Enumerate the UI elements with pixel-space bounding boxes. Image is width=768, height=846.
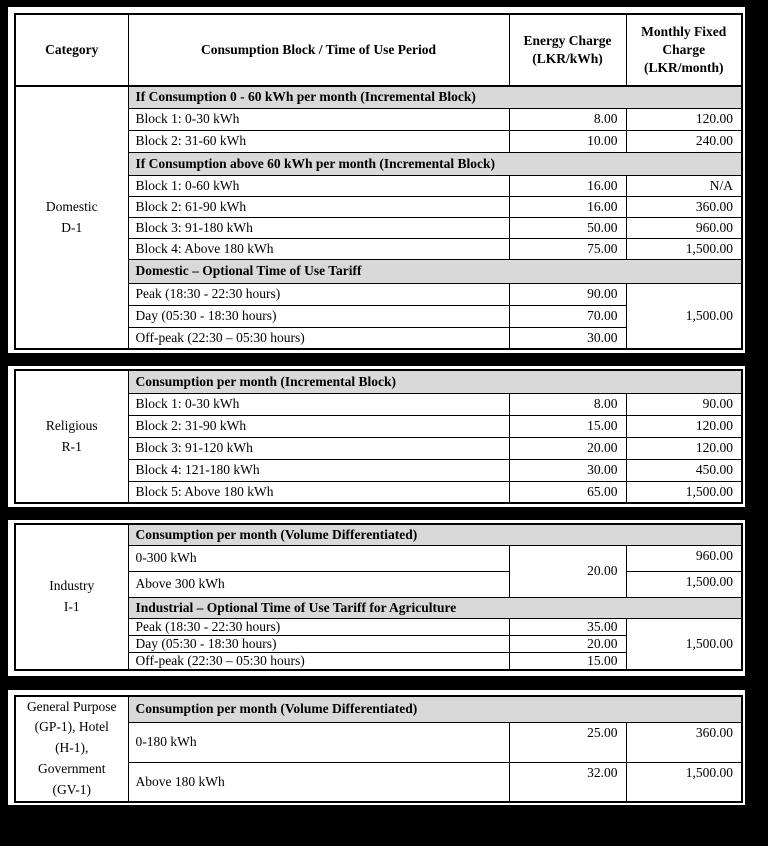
tariff-table-domestic (14, 13, 743, 350)
cell-block-label: 0-180 kWh (128, 722, 509, 762)
cell-energy-charge: 70.00 (509, 305, 626, 327)
cell-block-label: Above 180 kWh (128, 762, 509, 802)
category-label: R-1 (61, 438, 82, 454)
category-label: I-1 (63, 598, 80, 614)
cell-energy-charge: 30.00 (509, 459, 626, 481)
cell-fixed-charge: 360.00 (626, 196, 742, 217)
cell-block-label: Block 1: 0-30 kWh (128, 108, 509, 130)
category-label: Government (38, 761, 106, 777)
section-header-domestic-above-60: If Consumption above 60 kWh per month (Incremental Block) (128, 152, 742, 175)
cell-energy-charge: 50.00 (509, 217, 626, 238)
category-label: Religious (45, 417, 98, 433)
category-label: (H-1), (55, 740, 89, 756)
cell-block-label: Block 1: 0-60 kWh (128, 175, 509, 196)
cell-block-label: Above 300 kWh (128, 571, 509, 597)
section-separator-band (8, 507, 745, 520)
cell-energy-charge: 20.00 (509, 437, 626, 459)
section-header-row (15, 370, 742, 393)
cell-block-label: Block 3: 91-120 kWh (128, 437, 509, 459)
cell-energy-charge: 16.00 (509, 196, 626, 217)
tariff-table-religious (14, 369, 743, 504)
section-header-religious: Consumption per month (Incremental Block) (128, 370, 742, 393)
cell-block-label: Street Lighting (128, 822, 509, 845)
cell-tou-label: Off-peak (22:30 – 05:30 hours) (128, 652, 509, 670)
cell-energy-charge: 8.00 (509, 393, 626, 415)
cell-energy-charge: 16.00 (509, 175, 626, 196)
cell-fixed-charge: 1,500.00 (626, 238, 742, 259)
cell-energy-charge: 20.00 (509, 635, 626, 652)
cell-energy-charge: 15.00 (509, 652, 626, 670)
cell-energy-charge: 10.00 (509, 130, 626, 152)
cell-energy-charge: 90.00 (509, 283, 626, 305)
cell-block-label: Block 3: 91-180 kWh (128, 217, 509, 238)
cell-fixed-charge: 90.00 (626, 393, 742, 415)
section-header-row (15, 696, 742, 723)
cell-energy-charge: 15.00 (509, 415, 626, 437)
col-header-energy: Energy Charge (LKR/kWh) (509, 14, 626, 86)
category-label: Industry (49, 577, 95, 593)
category-cell-empty (15, 822, 128, 845)
category-label: D-1 (61, 219, 83, 235)
cell-block-label: Block 2: 31-60 kWh (128, 130, 509, 152)
tariff-table-industry (14, 523, 743, 671)
cell-fixed-charge: 120.00 (626, 415, 742, 437)
category-label: General Purpose (26, 698, 117, 714)
cell-block-label: Block 2: 61-90 kWh (128, 196, 509, 217)
cell-tou-label: Peak (18:30 - 22:30 hours) (128, 618, 509, 635)
section-header-domestic-tou: Domestic – Optional Time of Use Tariff (128, 259, 742, 283)
cell-energy-charge: 65.00 (509, 481, 626, 503)
category-cell-religious (15, 370, 128, 503)
cell-fixed-charge-merged: 1,500.00 (626, 618, 742, 670)
cell-block-label: 0-300 kWh (128, 545, 509, 571)
document-page (8, 7, 745, 841)
cell-energy-charge: 30.00 (509, 327, 626, 349)
cell-fixed-charge: N/A (626, 175, 742, 196)
category-label: (GP-1), Hotel (34, 719, 109, 735)
category-label: (GV-1) (52, 782, 91, 798)
col-header-fixed: Monthly Fixed Charge (LKR/month) (626, 14, 742, 86)
cell-energy-charge: 75.00 (509, 238, 626, 259)
cell-tou-label: Day (05:30 - 18:30 hours) (128, 635, 509, 652)
cell-fixed-charge: N/A (626, 822, 742, 845)
category-cell-industry (15, 524, 128, 670)
section-header-domestic-0-60: If Consumption 0 - 60 kWh per month (Incremental Block) (128, 86, 742, 108)
cell-fixed-charge: 360.00 (626, 722, 742, 762)
cell-fixed-charge: 120.00 (626, 108, 742, 130)
cell-tou-label: Off-peak (22:30 – 05:30 hours) (128, 327, 509, 349)
cell-energy-charge: 8.00 (509, 108, 626, 130)
cell-fixed-charge: 1,500.00 (626, 762, 742, 802)
section-header-row (15, 524, 742, 545)
category-cell-general-purpose (15, 696, 128, 803)
section-separator-band (8, 353, 745, 366)
cell-block-label: Block 2: 31-90 kWh (128, 415, 509, 437)
cell-block-label: Block 5: Above 180 kWh (128, 481, 509, 503)
col-header-block: Consumption Block / Time of Use Period (128, 14, 509, 86)
category-cell-domestic (15, 86, 128, 349)
cell-energy-charge: 22.00 (509, 822, 626, 845)
category-label: Domestic (45, 198, 98, 214)
col-header-category: Category (15, 14, 128, 86)
cell-fixed-charge: 960.00 (626, 217, 742, 238)
cell-fixed-charge: 450.00 (626, 459, 742, 481)
cell-block-label: Block 4: 121-180 kWh (128, 459, 509, 481)
cell-tou-label: Day (05:30 - 18:30 hours) (128, 305, 509, 327)
section-separator-band (8, 805, 745, 819)
cell-block-label: Block 4: Above 180 kWh (128, 238, 509, 259)
section-separator-band (8, 676, 745, 690)
cell-block-label: Block 1: 0-30 kWh (128, 393, 509, 415)
section-header-industry-volume: Consumption per month (Volume Differentiated) (128, 524, 742, 545)
tariff-table-general-purpose (14, 695, 743, 804)
cell-fixed-charge: 1,500.00 (626, 481, 742, 503)
cell-fixed-charge: 1,500.00 (626, 571, 742, 597)
table-row (15, 822, 742, 845)
cell-energy-charge: 32.00 (509, 762, 626, 802)
cell-fixed-charge-merged: 1,500.00 (626, 283, 742, 349)
header-row (15, 14, 742, 86)
cell-fixed-charge: 960.00 (626, 545, 742, 571)
cell-energy-charge: 25.00 (509, 722, 626, 762)
cell-fixed-charge: 120.00 (626, 437, 742, 459)
tariff-table-street-lighting (14, 821, 743, 846)
cell-fixed-charge: 240.00 (626, 130, 742, 152)
section-header-general-volume: Consumption per month (Volume Differentiated) (128, 696, 742, 723)
cell-tou-label: Peak (18:30 - 22:30 hours) (128, 283, 509, 305)
section-header-row (15, 86, 742, 108)
cell-energy-charge-merged: 20.00 (509, 545, 626, 597)
section-header-industry-tou: Industrial – Optional Time of Use Tariff for Agriculture (128, 597, 742, 618)
cell-energy-charge: 35.00 (509, 618, 626, 635)
